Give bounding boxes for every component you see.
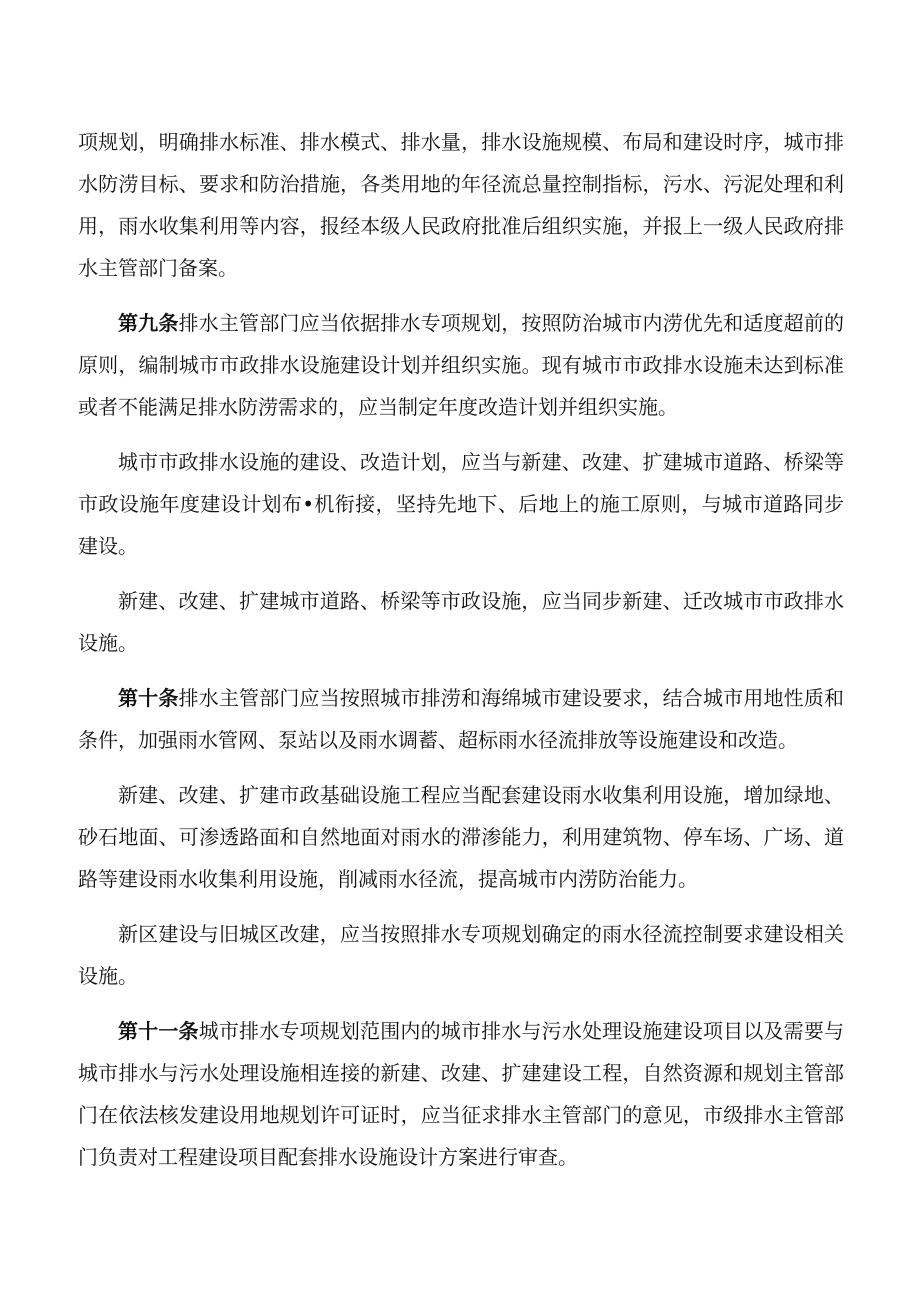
- paragraph-text: 排水主管部门应当按照城市排涝和海绵城市建设要求，结合城市用地性质和条件，加强雨水管网、泵站以及雨水调蓄、超标雨水径流排放等设施建设和改造。: [78, 686, 845, 752]
- article-title: 第十一条: [118, 1019, 199, 1043]
- article-paragraph: [78, 1010, 844, 1178]
- paragraph-text: 排水主管部门应当依据排水专项规划，按照防治城市内涝优先和适度超前的原则，编制城市市政排水设施建设计划并组织实施。现有城市市政排水设施未达到标准或者不能满足排水防涝需求的，应当制定年度改造计划并组织实施。: [78, 311, 845, 419]
- paragraph-text: 新建、改建、扩建市政基础设施工程应当配套建设雨水收集利用设施，增加绿地、砂石地面、可渗透路面和自然地面对雨水的滞渗能力，利用建筑物、停车场、广场、道路等建设雨水收集利用设施，削减雨水径流，提高城市内涝防治能力。: [78, 783, 844, 891]
- article-title: 第九条: [118, 311, 179, 335]
- paragraph-text: 项规划，明确排水标准、排水模式、排水量，排水设施规模、布局和建设时序，城市排水防涝目标、要求和防治措施，各类用地的年径流总量控制指标，污水、污泥处理和利用，雨水收集利用等内容，报经本级人民政府批准后组织实施，并报上一级人民政府排水主管部门备案。: [78, 130, 844, 280]
- paragraph-text: 新区建设与旧城区改建，应当按照排水专项规划确定的雨水径流控制要求建设相关设施。: [78, 922, 844, 988]
- article-paragraph: [78, 677, 844, 761]
- paragraph: [78, 441, 844, 567]
- paragraph-text: 城市市政排水设施的建设、改造计划，应当与新建、改建、扩建城市道路、桥梁等市政设施年度建设计划布•机衔接，坚持先地下、后地上的施工原则，与城市道路同步建设。: [78, 450, 844, 558]
- paragraph: [78, 121, 844, 289]
- article-title: 第十条: [118, 686, 179, 710]
- article-paragraph: [78, 302, 844, 428]
- paragraph-text: 城市排水专项规划范围内的城市排水与污水处理设施建设项目以及需要与城市排水与污水处理设施相连接的新建、改建、扩建建设工程，自然资源和规划主管部门在依法核发建设用地规划许可证时，应当征求排水主管部门的意见，市级排水主管部门负责对工程建设项目配套排水设施设计方案进行审查。: [78, 1019, 845, 1169]
- document-body: [78, 121, 844, 1191]
- paragraph-text: 新建、改建、扩建城市道路、桥梁等市政设施，应当同步新建、迁改城市市政排水设施。: [78, 589, 844, 655]
- paragraph: [78, 913, 844, 997]
- paragraph: [78, 774, 844, 900]
- paragraph: [78, 580, 844, 664]
